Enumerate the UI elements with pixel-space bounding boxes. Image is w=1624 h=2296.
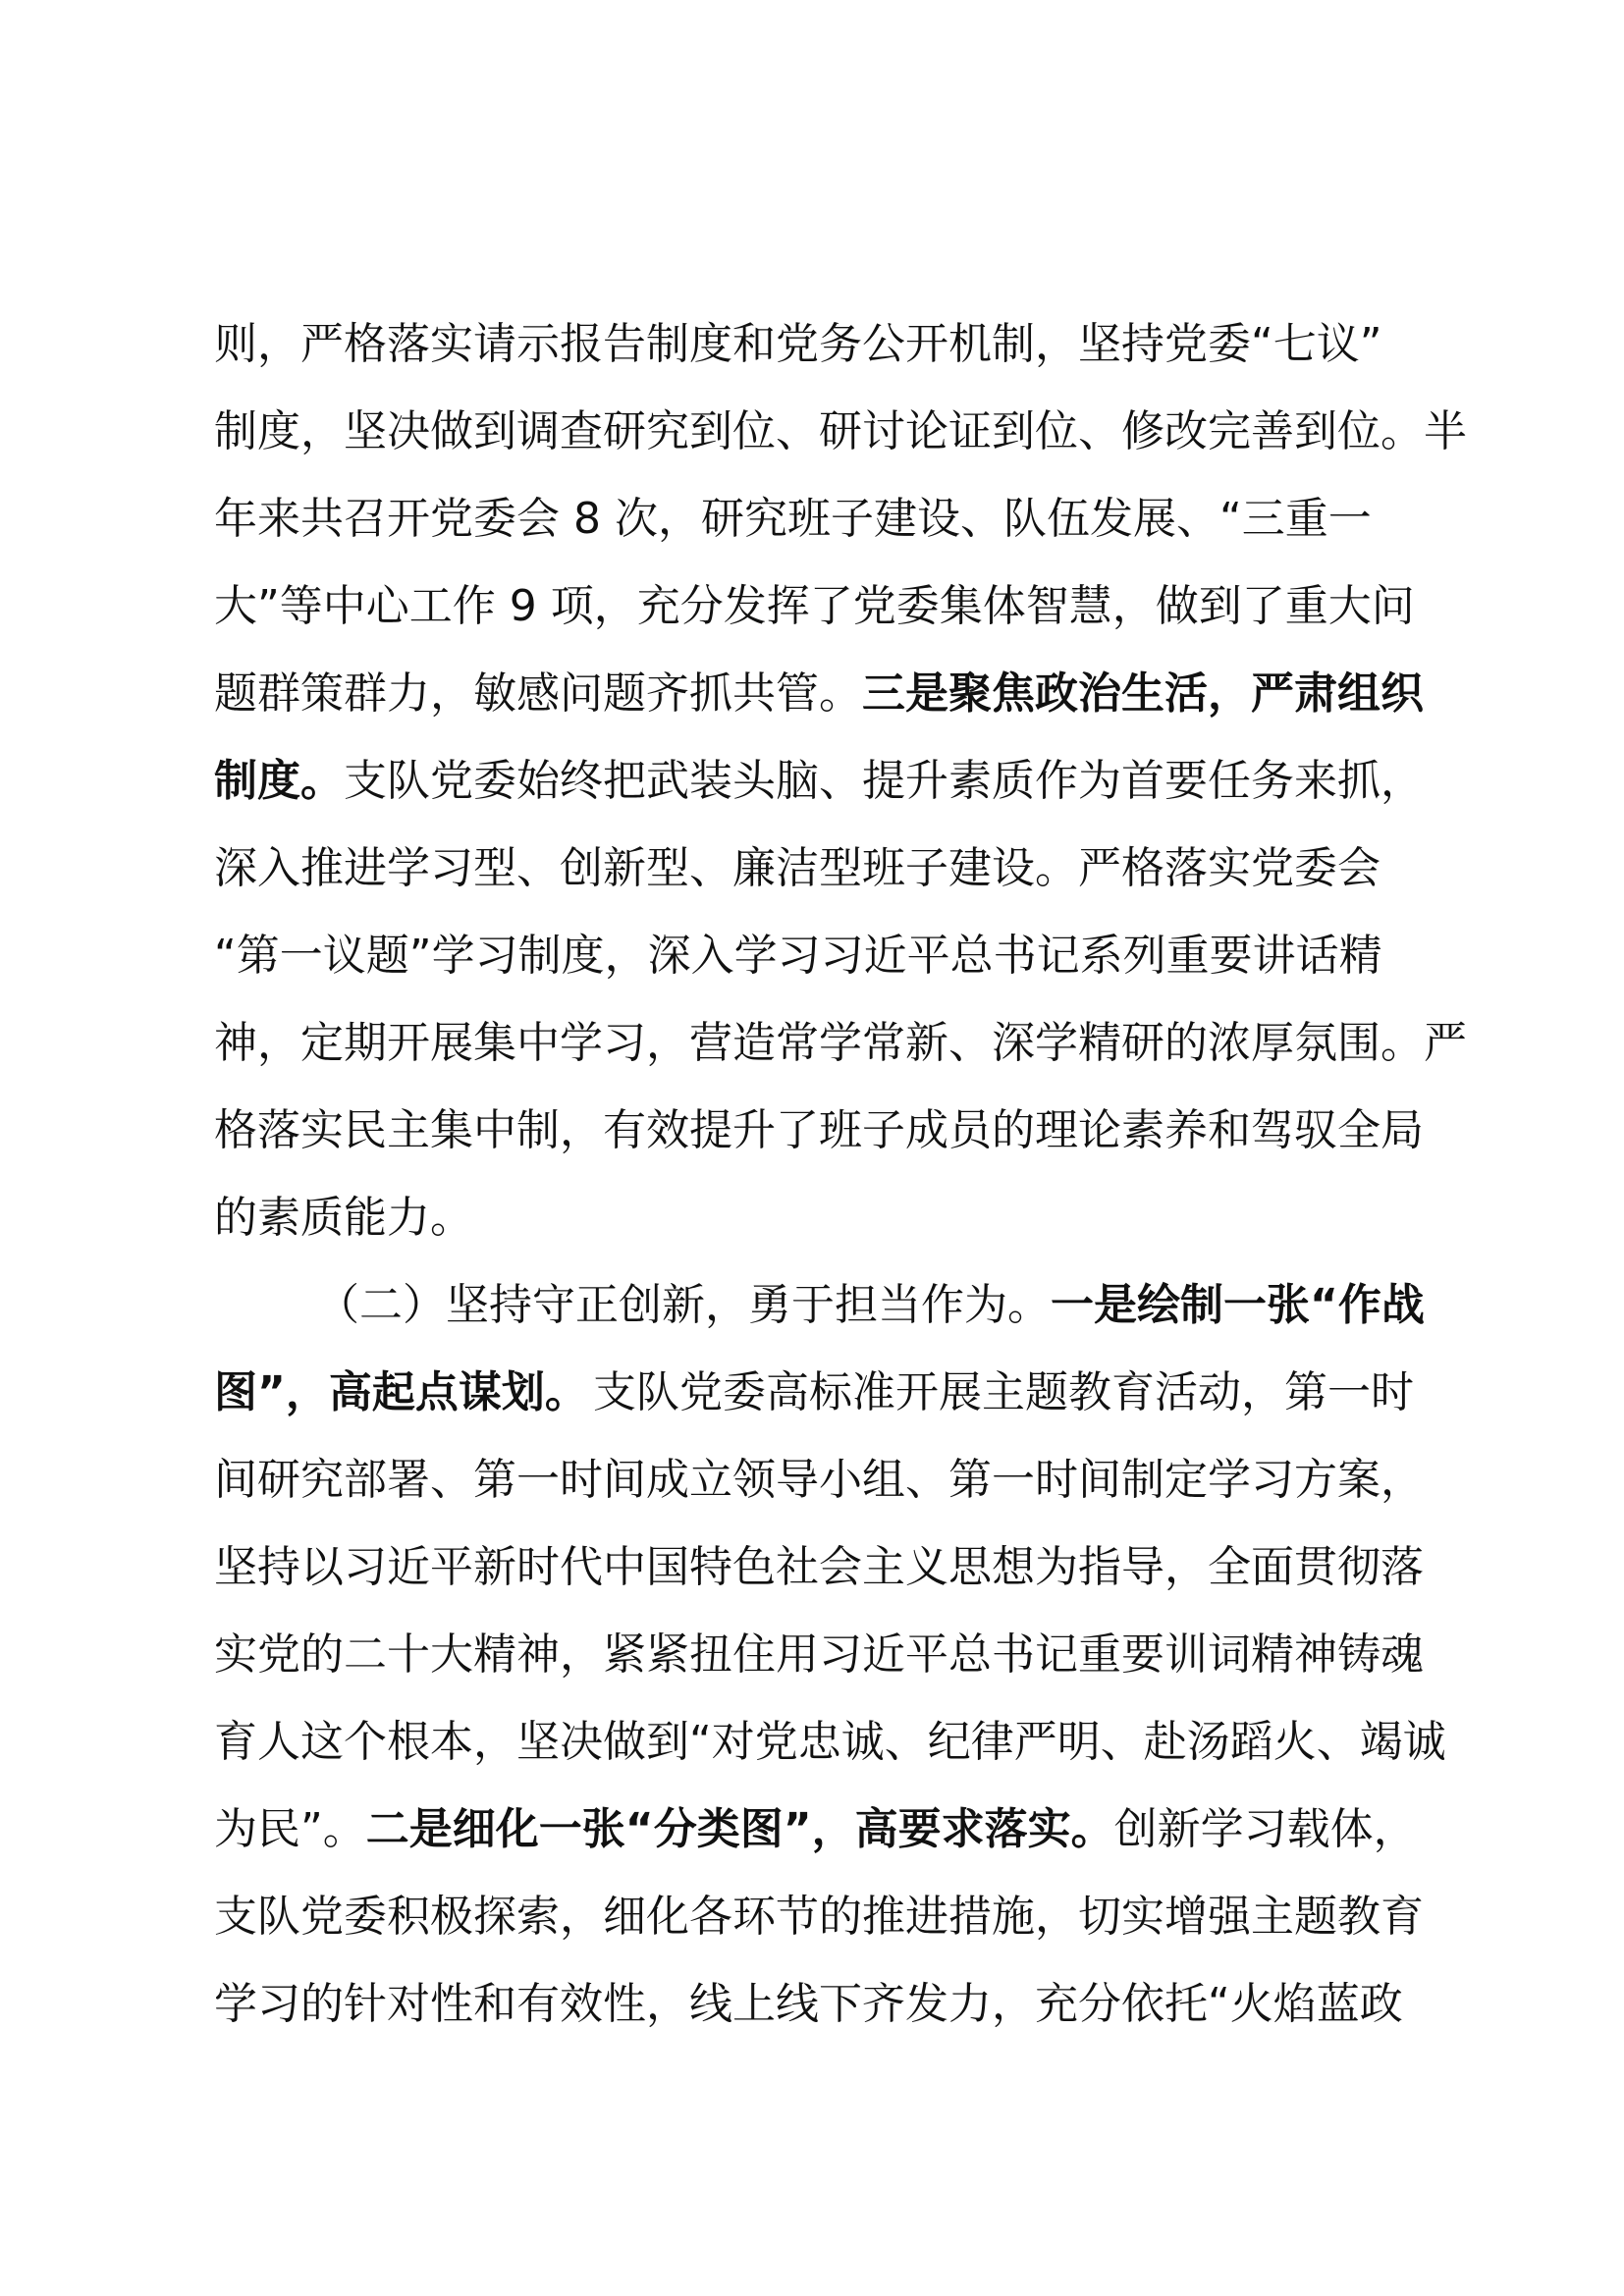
text-segment: 支队党委积极探索，细化各环节的推进措施，切实增强主题教育 <box>214 1892 1424 1942</box>
text-segment: 神，定期开展集中学习，营造常学常新、深学精研的浓厚氛围。严 <box>214 1018 1467 1068</box>
text-line <box>214 1523 1424 1611</box>
text-segment: 支队党委高标准开展主题教育活动，第一时 <box>593 1367 1414 1417</box>
text-segment: “第一议题”学习制度，深入学习习近平总书记系列重要讲话精 <box>214 931 1382 981</box>
text-line <box>214 388 1467 475</box>
bold-heading-segment: 图”，高起点谋划。 <box>214 1367 588 1417</box>
document-body <box>214 300 1467 2048</box>
text-segment: 为民”。 <box>214 1804 366 1854</box>
text-segment: 深入推进学习型、创新型、廉洁型班子建设。严格落实党委会 <box>214 843 1380 893</box>
text-line <box>214 475 1414 562</box>
text-segment: 实党的二十大精神，紧紧扭住用习近平总书记重要训词精神铸魂 <box>214 1629 1424 1680</box>
bold-heading-segment: 三是聚焦政治生活，严肃组织 <box>862 668 1424 719</box>
text-line <box>214 737 1424 825</box>
text-line <box>214 1960 1414 2048</box>
text-segment: 的素质能力。 <box>214 1193 473 1243</box>
text-line <box>214 1436 1424 1523</box>
text-segment: 坚持以习近平新时代中国特色社会主义思想为指导，全面贯彻落 <box>214 1542 1424 1592</box>
text-line <box>214 562 1414 650</box>
text-line <box>214 1087 1424 1174</box>
text-segment: 支队党委始终把武装头脑、提升素质作为首要任务来抓， <box>344 756 1424 806</box>
text-segment: 育人这个根本，坚决做到“对党忠诚、纪律严明、赴汤蹈火、竭诚 <box>214 1717 1446 1767</box>
bold-heading-segment: 二是细化一张“分类图”，高要求落实。 <box>365 1804 1114 1854</box>
text-line <box>214 1698 1446 1786</box>
text-line <box>214 650 1424 737</box>
text-line <box>214 825 1414 912</box>
text-segment: 创新学习载体， <box>1113 1804 1417 1854</box>
text-line <box>214 912 1414 999</box>
text-segment: 格落实民主集中制，有效提升了班子成员的理论素养和驾驭全局 <box>214 1105 1424 1155</box>
text-line <box>214 1349 1414 1436</box>
text-line <box>214 1174 1414 1261</box>
text-segment: 间研究部署、第一时间成立领导小组、第一时间制定学习方案， <box>214 1455 1424 1505</box>
text-segment: 年来共召开党委会 8 次，研究班子建设、队伍发展、“三重一 <box>214 494 1372 544</box>
text-line <box>214 999 1467 1087</box>
text-segment: （二）坚持守正创新，勇于担当作为。 <box>316 1280 1051 1330</box>
text-segment: 学习的针对性和有效性，线上线下齐发力，充分依托“火焰蓝政 <box>214 1979 1403 2029</box>
text-segment: 制度，坚决做到调查研究到位、研讨论证到位、修改完善到位。半 <box>214 406 1467 456</box>
text-line <box>214 1786 1417 1873</box>
text-line <box>214 1261 1425 1349</box>
text-segment: 大”等中心工作 9 项，充分发挥了党委集体智慧，做到了重大问 <box>214 581 1415 631</box>
bold-heading-segment: 一是绘制一张“作战 <box>1051 1280 1425 1330</box>
text-line <box>214 1611 1424 1698</box>
bold-heading-segment: 制度。 <box>214 756 344 806</box>
text-segment: 题群策群力，敏感问题齐抓共管。 <box>214 668 862 719</box>
text-line <box>214 300 1414 388</box>
text-line <box>214 1873 1424 1960</box>
text-segment: 则，严格落实请示报告制度和党务公开机制，坚持党委“七议” <box>214 319 1382 369</box>
